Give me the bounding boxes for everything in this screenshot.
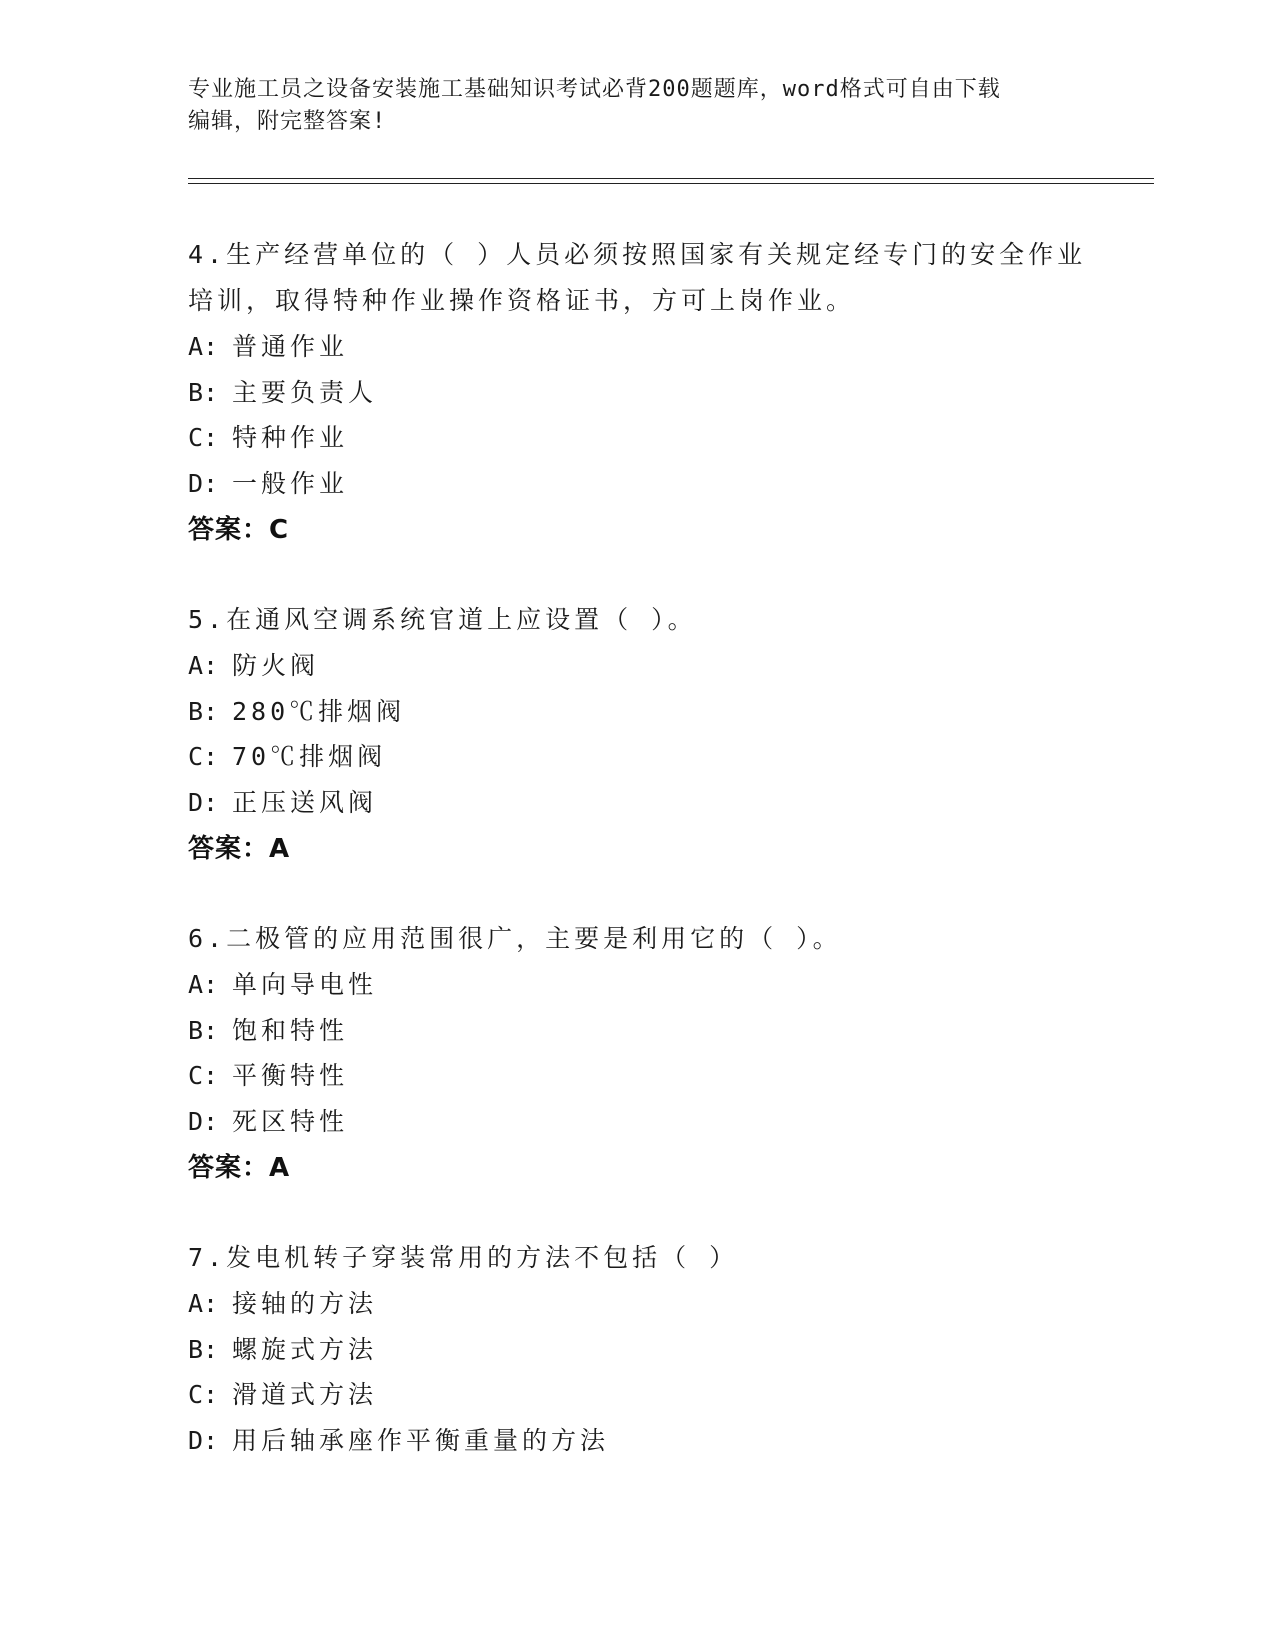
option-a xyxy=(188,643,1088,689)
option-letter: B: xyxy=(188,1015,219,1045)
option-letter: D: xyxy=(188,787,219,817)
option-text: 死区特性 xyxy=(232,1106,349,1136)
option-text: 一般作业 xyxy=(232,468,349,498)
option-b xyxy=(188,1008,1088,1054)
question-number: 4. xyxy=(188,240,227,269)
option-d xyxy=(188,1099,1088,1145)
question-text-line-1: 发电机转子穿装常用的方法不包括（ ） xyxy=(226,1243,739,1272)
option-letter: A: xyxy=(188,332,219,361)
option-text: 螺旋式方法 xyxy=(232,1334,378,1364)
header-line-2: 编辑，附完整答案! xyxy=(188,109,387,134)
option-letter: B: xyxy=(188,696,219,726)
option-text: 防火阀 xyxy=(232,651,320,680)
option-letter: A: xyxy=(188,970,219,999)
header-rule-top xyxy=(188,178,1154,179)
option-c xyxy=(188,734,1088,780)
option-text: 280℃排烟阀 xyxy=(232,696,406,726)
question-6 xyxy=(188,916,1088,1192)
question-text-line-1: 生产经营单位的（ ）人员必须按照国家有关规定经专门的安全作业 xyxy=(226,240,1087,269)
option-letter: A: xyxy=(188,651,219,680)
option-letter: C: xyxy=(188,1380,219,1409)
question-text-line-1: 二极管的应用范围很广，主要是利用它的（ ）。 xyxy=(226,924,842,953)
option-a xyxy=(188,962,1088,1008)
option-a xyxy=(188,324,1088,370)
question-number: 7. xyxy=(188,1243,227,1272)
option-letter: B: xyxy=(188,1334,219,1364)
question-number: 5. xyxy=(188,605,227,634)
option-d xyxy=(188,780,1088,826)
option-text: 滑道式方法 xyxy=(232,1380,378,1409)
option-letter: D: xyxy=(188,1106,219,1136)
option-c xyxy=(188,415,1088,461)
option-text: 用后轴承座作平衡重量的方法 xyxy=(232,1425,610,1455)
question-4 xyxy=(188,232,1088,554)
option-c xyxy=(188,1372,1088,1418)
option-a xyxy=(188,1281,1088,1327)
header-rule-bottom xyxy=(188,183,1154,184)
answer-line: 答案：C xyxy=(188,515,290,545)
option-letter: A: xyxy=(188,1289,219,1318)
question-number: 6. xyxy=(188,924,227,953)
question-text xyxy=(188,916,1088,962)
option-letter: C: xyxy=(188,1061,219,1090)
question-text-line-2: 培训，取得特种作业操作资格证书，方可上岗作业。 xyxy=(188,286,856,315)
option-b xyxy=(188,370,1088,416)
question-text-line-1: 在通风空调系统官道上应设置（ ）。 xyxy=(226,605,697,634)
question-5 xyxy=(188,597,1088,873)
header-line-1: 专业施工员之设备安装施工基础知识考试必背200题题库，word格式可自由下载 xyxy=(188,77,1001,102)
option-b xyxy=(188,689,1088,735)
option-letter: C: xyxy=(188,742,219,771)
option-text: 主要负责人 xyxy=(232,377,378,407)
option-text: 特种作业 xyxy=(232,423,349,452)
option-text: 70℃排烟阀 xyxy=(232,742,387,771)
option-text: 接轴的方法 xyxy=(232,1289,378,1318)
option-letter: D: xyxy=(188,1425,219,1455)
question-text xyxy=(188,597,1088,643)
question-7 xyxy=(188,1235,1088,1463)
option-text: 普通作业 xyxy=(232,332,349,361)
answer-line: 答案：A xyxy=(188,1153,291,1183)
question-text xyxy=(188,1235,1088,1281)
option-b xyxy=(188,1327,1088,1373)
document-header xyxy=(188,74,1088,138)
option-letter: C: xyxy=(188,423,219,452)
answer-line: 答案：A xyxy=(188,834,291,864)
option-letter: B: xyxy=(188,377,219,407)
option-text: 单向导电性 xyxy=(232,970,378,999)
option-c xyxy=(188,1053,1088,1099)
option-text: 正压送风阀 xyxy=(232,787,378,817)
option-letter: D: xyxy=(188,468,219,498)
option-text: 饱和特性 xyxy=(232,1015,349,1045)
question-text xyxy=(188,232,1088,278)
option-text: 平衡特性 xyxy=(232,1061,349,1090)
option-d xyxy=(188,461,1088,507)
option-d xyxy=(188,1418,1088,1464)
